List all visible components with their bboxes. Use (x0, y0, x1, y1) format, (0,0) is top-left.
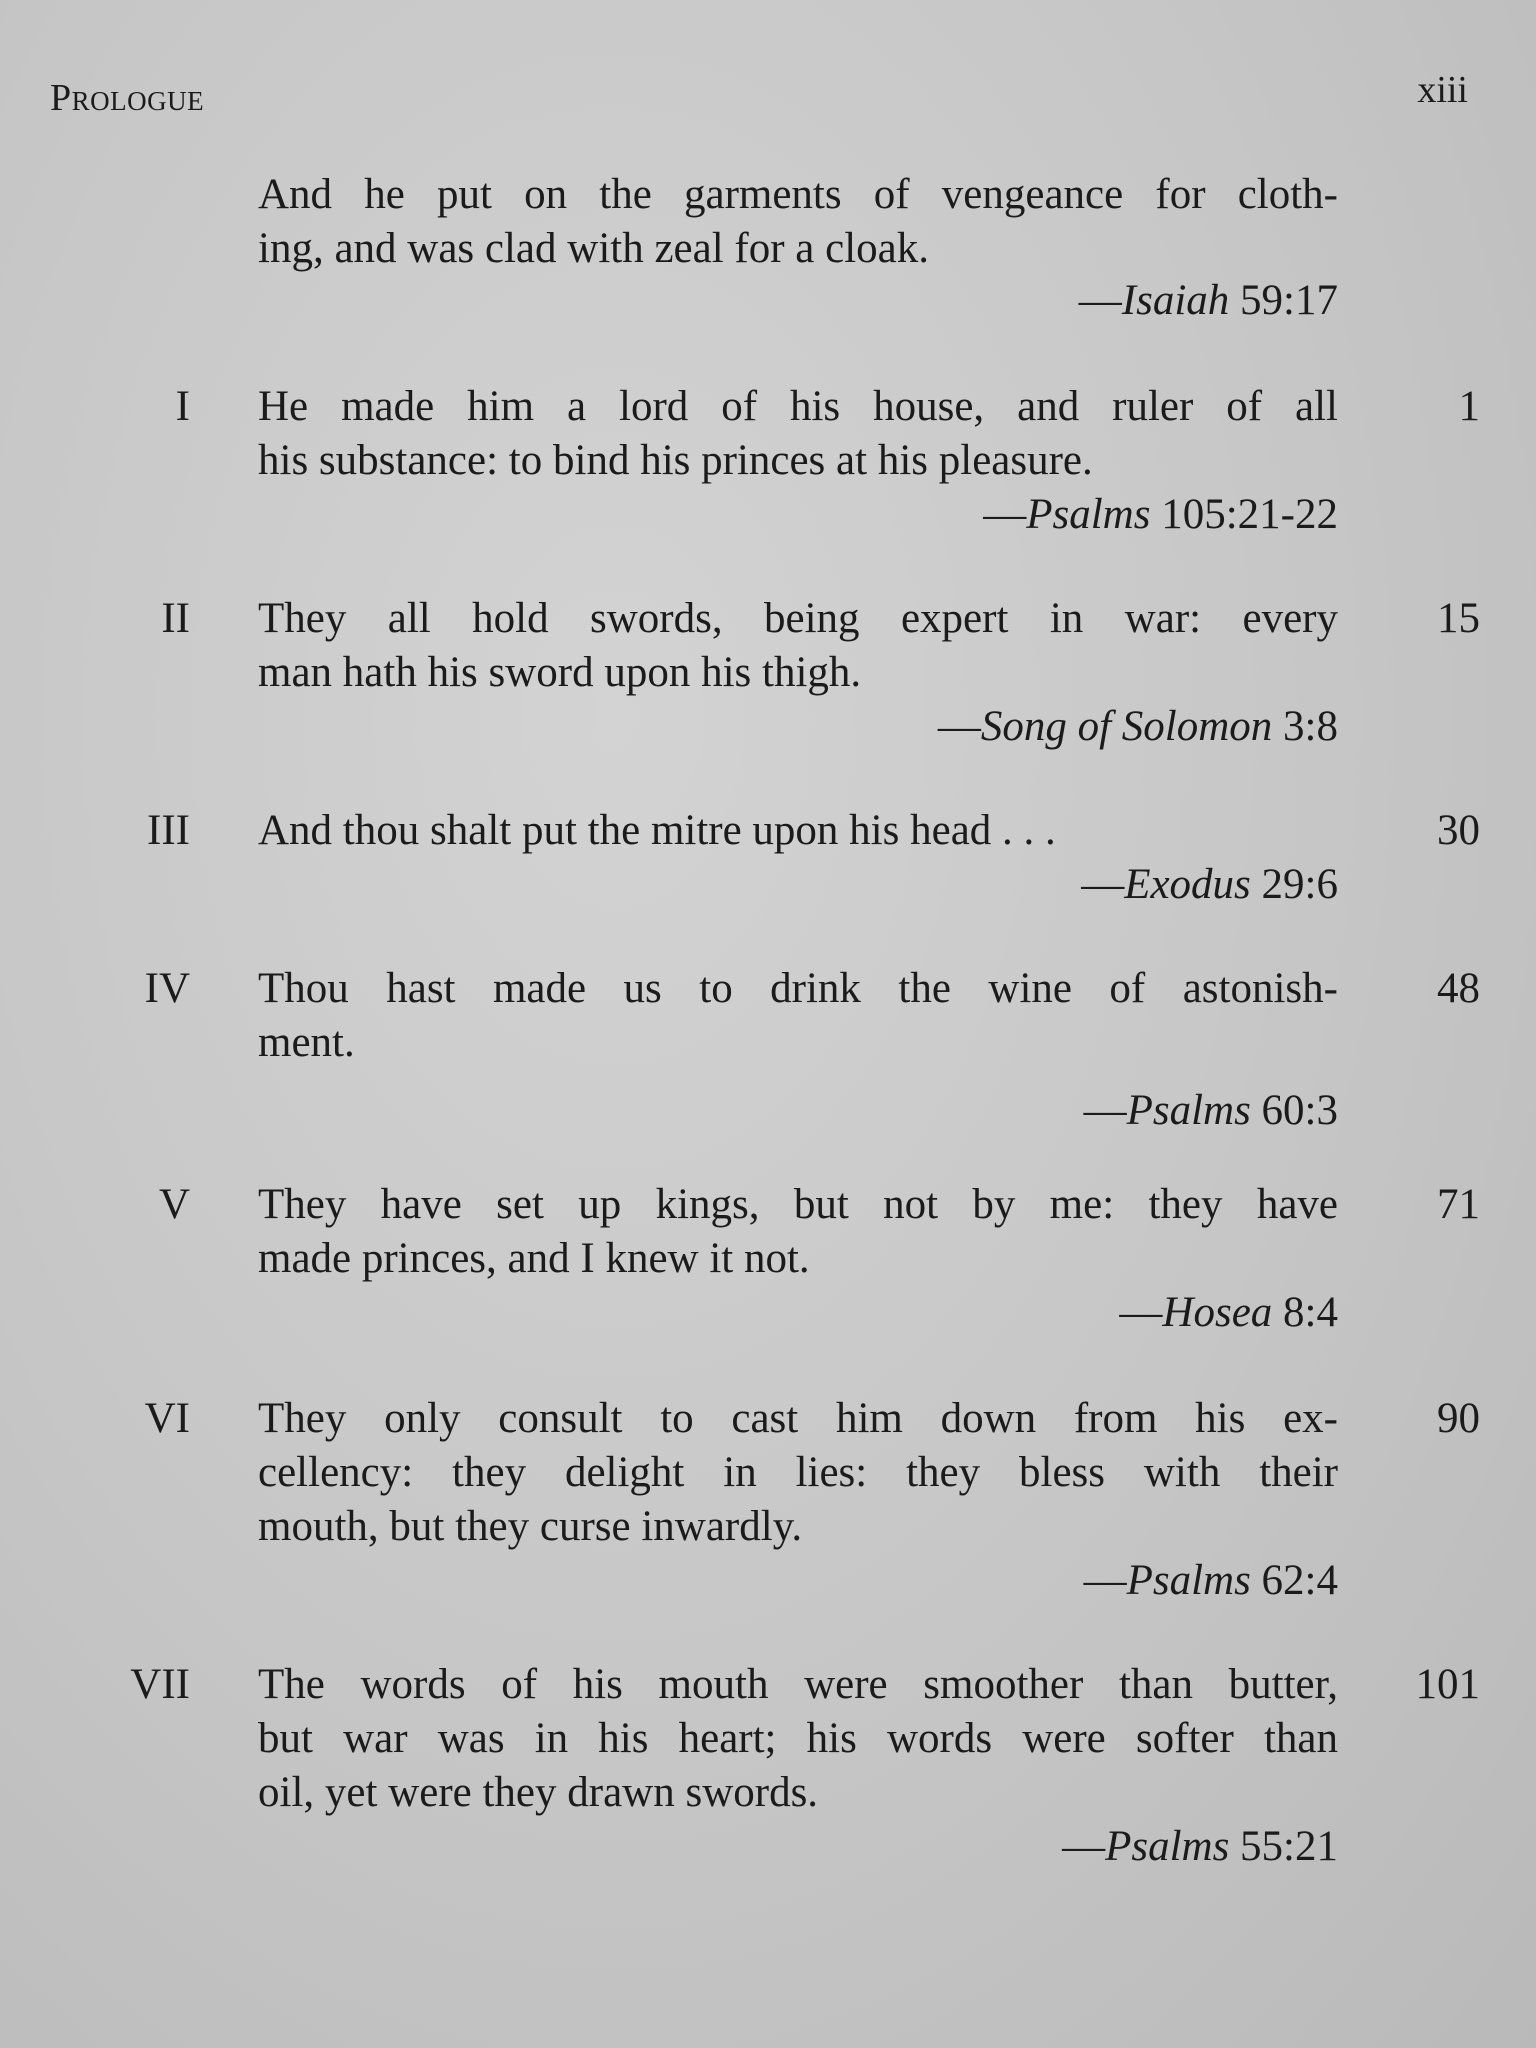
chapter-numeral: III (147, 807, 190, 854)
quote-line: They have set up kings, but not by me: they have (258, 1181, 1338, 1228)
citation (258, 700, 1338, 754)
citation-dash: — (1081, 861, 1125, 908)
citation-book: Psalms (1126, 1087, 1251, 1134)
citation (258, 1554, 1338, 1608)
epigraph (258, 592, 1338, 754)
running-head: Prologue (50, 77, 205, 119)
citation-dash: — (1083, 1557, 1127, 1604)
citation-book: Hosea (1162, 1289, 1273, 1336)
chapter-page-number: 48 (1437, 965, 1480, 1012)
citation-dash: — (1083, 1087, 1127, 1134)
chapter-numeral: VI (144, 1395, 190, 1442)
citation (258, 858, 1338, 912)
quote-line: Thou hast made us to drink the wine of astonish- (258, 965, 1338, 1012)
quote-line: They only consult to cast him down from his ex- (258, 1395, 1338, 1442)
quote-line: his substance: to bind his princes at his pleasure. (258, 437, 1093, 484)
citation-dash: — (983, 491, 1027, 538)
citation-dash: — (1119, 1289, 1163, 1336)
citation-ref: 59:17 (1229, 277, 1338, 324)
quote-line: ing, and was clad with zeal for a cloak. (258, 225, 930, 272)
quote-line: He made him a lord of his house, and ruler of all (258, 383, 1338, 430)
quote-line: made princes, and I knew it not. (258, 1235, 810, 1282)
folio-page-number: xiii (1417, 69, 1468, 111)
citation-ref: 55:21 (1229, 1823, 1338, 1870)
citation (258, 1820, 1338, 1874)
epigraph (258, 1658, 1338, 1874)
quote-line: mouth, but they curse inwardly. (258, 1503, 803, 1550)
quote-line: cellency: they delight in lies: they bless with their (258, 1449, 1338, 1496)
citation (258, 1084, 1338, 1138)
quote-line: but war was in his heart; his words were softer than (258, 1715, 1338, 1762)
citation (258, 1286, 1338, 1340)
citation-book: Isaiah (1121, 277, 1230, 324)
citation (258, 488, 1338, 542)
quote-line: And thou shalt put the mitre upon his head . . . (258, 807, 1056, 854)
quote-line: The words of his mouth were smoother than butter, (258, 1661, 1338, 1708)
citation-dash: — (937, 703, 981, 750)
citation-ref: 29:6 (1250, 861, 1338, 908)
chapter-page-number: 15 (1437, 595, 1480, 642)
chapter-page-number: 30 (1437, 807, 1480, 854)
citation-book: Psalms (1105, 1823, 1230, 1870)
chapter-numeral: V (158, 1181, 190, 1228)
quote-line: ment. (258, 1019, 355, 1066)
citation-ref: 3:8 (1272, 703, 1338, 750)
quote-line: oil, yet were they drawn swords. (258, 1769, 819, 1816)
epigraph (258, 1392, 1338, 1608)
citation-book: Psalms (1126, 1557, 1251, 1604)
chapter-numeral: IV (144, 965, 190, 1012)
chapter-numeral: I (175, 383, 190, 430)
citation-book: Song of Solomon (980, 703, 1273, 750)
chapter-page-number: 71 (1437, 1181, 1480, 1228)
chapter-page-number: 1 (1458, 383, 1480, 430)
chapter-numeral: II (161, 595, 190, 642)
citation-ref: 8:4 (1272, 1289, 1338, 1336)
citation-ref: 105:21-22 (1150, 491, 1338, 538)
citation-ref: 60:3 (1250, 1087, 1338, 1134)
citation-ref: 62:4 (1250, 1557, 1338, 1604)
citation (258, 274, 1338, 328)
epigraph (258, 1178, 1338, 1340)
quote-line: They all hold swords, being expert in war: every (258, 595, 1338, 642)
epigraph (258, 804, 1338, 912)
quote-line: And he put on the garments of vengeance for cloth- (258, 171, 1338, 218)
chapter-numeral: VII (130, 1661, 190, 1708)
epigraph (258, 168, 1338, 328)
citation-book: Psalms (1026, 491, 1151, 538)
citation-dash: — (1078, 277, 1122, 324)
quote-line: man hath his sword upon his thigh. (258, 649, 862, 696)
citation-dash: — (1062, 1823, 1106, 1870)
epigraph (258, 962, 1338, 1138)
epigraph (258, 380, 1338, 542)
chapter-page-number: 90 (1437, 1395, 1480, 1442)
citation-book: Exodus (1124, 861, 1251, 908)
chapter-page-number: 101 (1415, 1661, 1480, 1708)
